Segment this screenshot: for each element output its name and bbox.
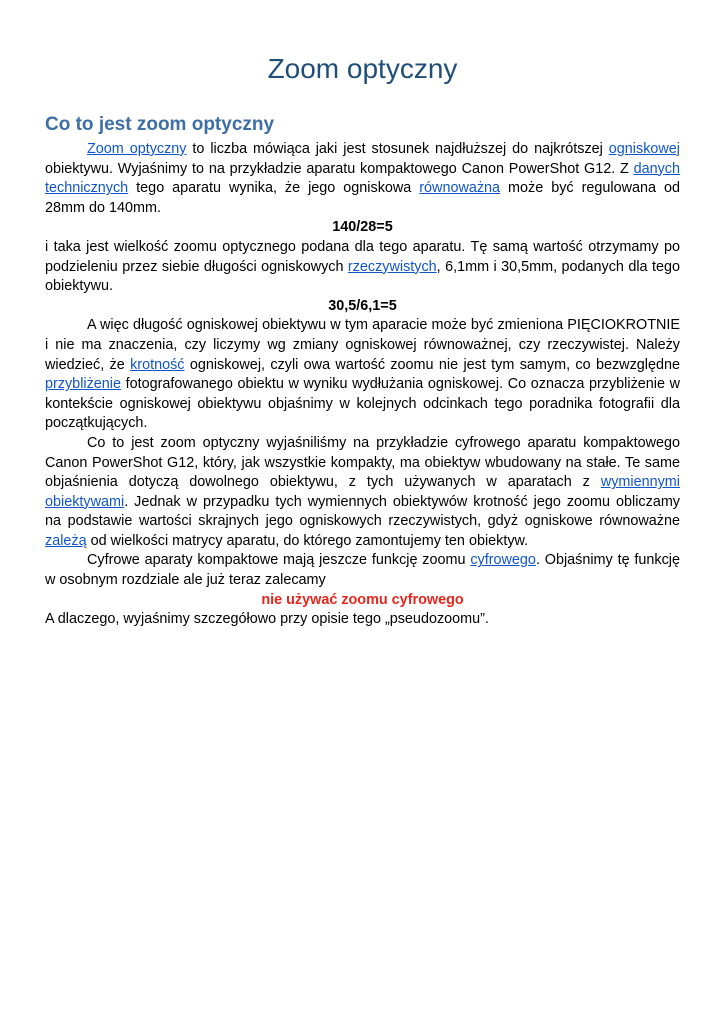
document-page	[45, 40, 680, 630]
paragraph-6: A dlaczego, wyjaśnimy szczegółowo przy opisie tego „pseudozoomu”.	[45, 611, 489, 628]
paragraph-text: . Jednak w przypadku tych wymiennych obiektywów krotność jego zoomu obliczamy na podstawie wartości skrajnych jego ogniskowych rzeczywistych, gdyż ogniskowe równoważne	[45, 493, 680, 530]
paragraph-3	[45, 316, 680, 434]
link-zoom-optyczny[interactable]: Zoom optyczny	[87, 141, 187, 157]
paragraph-5	[45, 551, 680, 590]
paragraph-text: to liczba mówiąca jaki jest stosunek najdłuższej do najkrótszej	[186, 141, 609, 157]
paragraph-2	[45, 238, 680, 297]
link-przyblizenie[interactable]: przybliżenie	[45, 376, 121, 393]
link-rownowazna[interactable]: równoważna	[419, 180, 501, 197]
paragraph-text: Cyfrowe aparaty kompaktowe mają jeszcze funkcję zoomu	[87, 552, 471, 569]
paragraph-4	[45, 434, 680, 552]
link-rzeczywistych[interactable]: rzeczywistych	[347, 258, 437, 275]
formula-1: 140/28=5	[332, 219, 393, 236]
paragraph-text: od wielkości matrycy aparatu, do którego zamontujemy ten obiektyw.	[86, 532, 529, 549]
link-ogniskowej[interactable]: ogniskowej	[608, 141, 680, 157]
paragraph-text: może być regulowana od 28mm do 140mm.	[45, 180, 680, 216]
paragraph-text: obiektywu. Wyjaśnimy to na przykładzie aparatu kompaktowego Canon PowerShot G12. Z	[45, 160, 634, 177]
link-dane-techniczne[interactable]: danych technicznych	[45, 160, 680, 197]
link-zaleza[interactable]: zależą	[45, 532, 87, 549]
link-krotnosc[interactable]: krotność	[130, 356, 185, 373]
paragraph-text: Co to jest zoom optyczny wyjaśniliśmy na przykładzie cyfrowego aparatu kompaktowego Canon PowerShot G12, który, jak wszystkie kompakty, ma obiektyw wbudowany na stałe. Te same objaśnienia dotyczą dowolnego obiektywu, z tych używanych w aparatach z	[45, 434, 680, 491]
paragraph-text: i taka jest wielkość zoomu optycznego podana dla tego aparatu. Tę samą wartość otrzymamy po podzieleniu przez siebie długości ogniskowych	[45, 238, 680, 275]
formula-2: 30,5/6,1=5	[328, 297, 397, 314]
link-cyfrowego[interactable]: cyfrowego	[470, 552, 536, 569]
paragraph-text: . Objaśnimy tę funkcję w osobnym rozdziale ale już teraz zalecamy	[45, 552, 680, 589]
paragraph-text: ogniskowej, czyli owa wartość zoomu nie jest tym samym, co bezwzględne	[184, 356, 680, 373]
paragraph-1	[45, 140, 680, 218]
warning-text: nie używać zoomu cyfrowego	[261, 591, 464, 608]
section-heading: Co to jest zoom optyczny	[45, 114, 275, 135]
page-title: Zoom optyczny	[267, 53, 458, 84]
paragraph-text: tego aparatu wynika, że jego ogniskowa	[128, 180, 420, 197]
paragraph-text: , 6,1mm i 30,5mm, podanych dla tego obiektywu.	[45, 258, 680, 295]
paragraph-text: A więc długość ogniskowej obiektywu w tym aparacie może być zmieniona PIĘCIOKROTNIE i nie ma znaczenia, czy liczymy wg zmiany ogniskowej równoważnej, czy rzeczywistej. Należy wiedzieć, że	[45, 317, 680, 373]
paragraph-text: fotografowanego obiektu w wyniku wydłużania ogniskowej. Co oznacza przybliżenie w kontekście ogniskowej obiektywu objaśnimy w kolejnych odcinkach tego poradnika fotografii dla początkujących.	[45, 376, 680, 432]
link-wymienne-obiektywy[interactable]: wymiennymi obiektywami	[45, 474, 680, 510]
